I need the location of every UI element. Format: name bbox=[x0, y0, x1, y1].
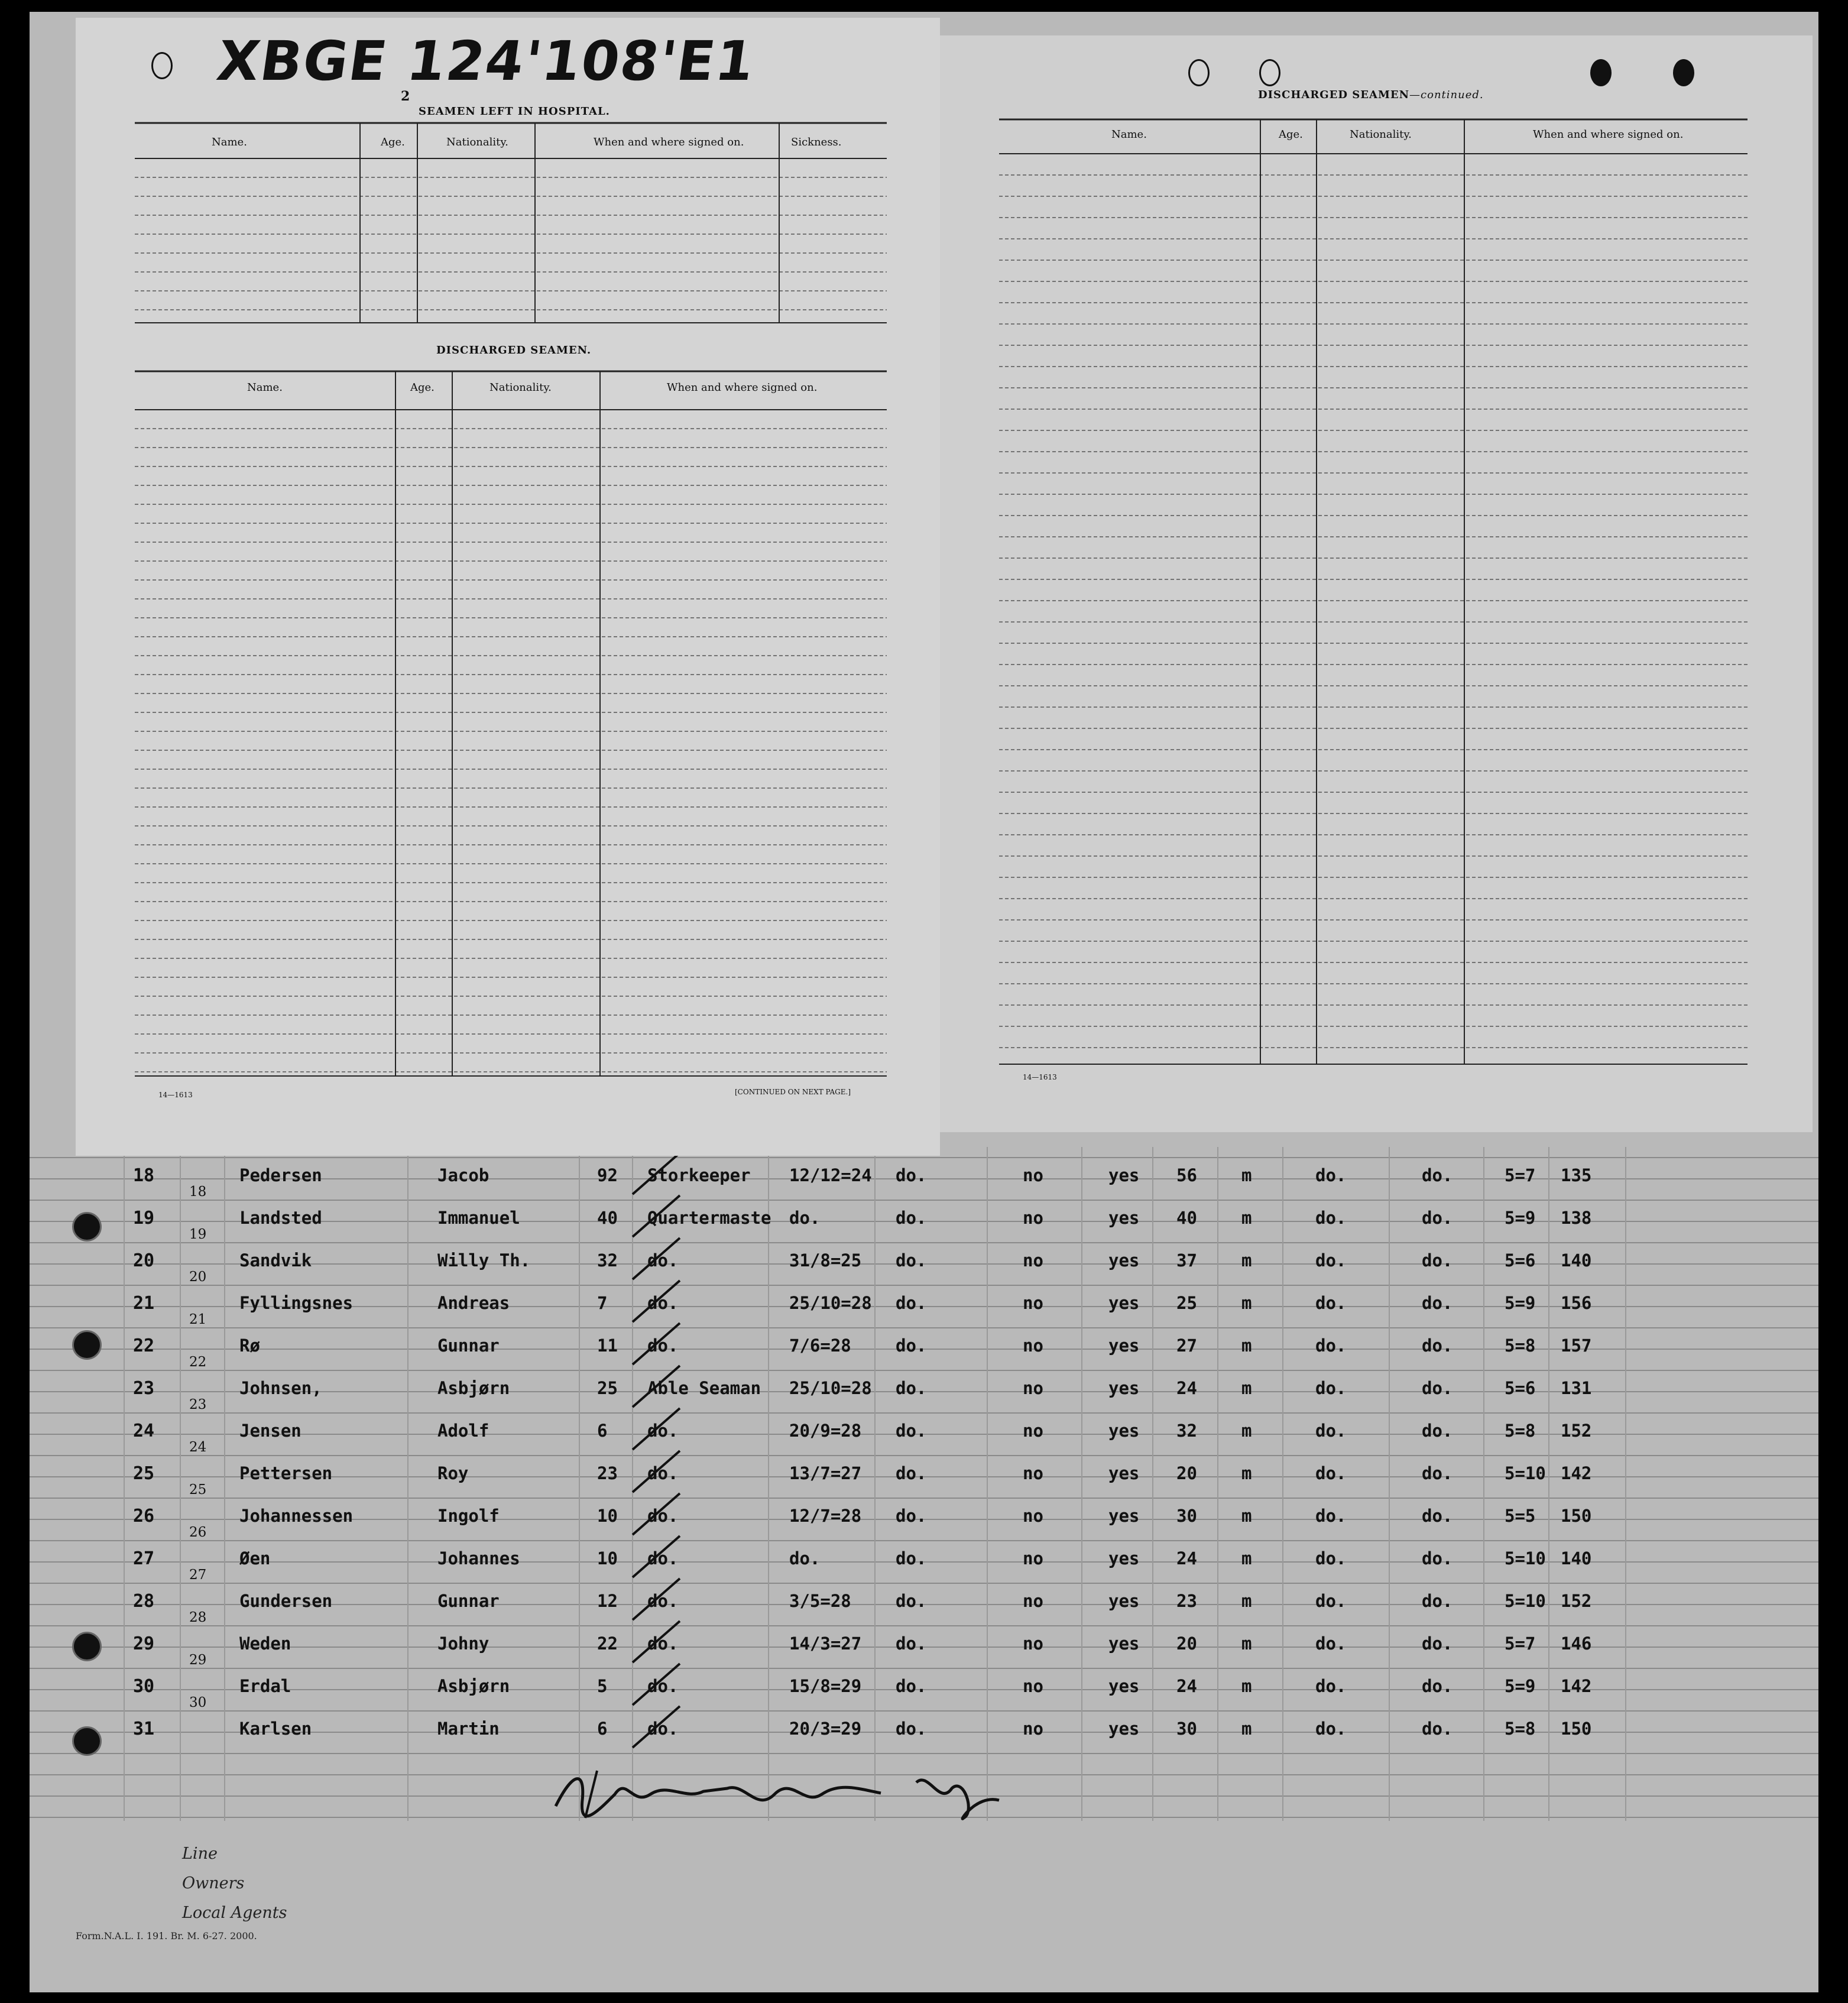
row-number: 27 bbox=[133, 1548, 155, 1569]
weight-cell: 146 bbox=[1561, 1633, 1592, 1654]
crew-row bbox=[30, 1162, 1818, 1203]
surname-cell: Pettersen bbox=[239, 1463, 333, 1483]
answer-yes-cell: yes bbox=[1108, 1591, 1140, 1611]
port-cell: do. bbox=[896, 1463, 927, 1483]
weight-cell: 157 bbox=[1561, 1336, 1592, 1356]
ditto-cell: do. bbox=[1315, 1208, 1347, 1228]
years-cell: 22 bbox=[597, 1633, 618, 1654]
given-name-cell: Asbjørn bbox=[437, 1676, 510, 1696]
given-name-cell: Ingolf bbox=[437, 1506, 500, 1526]
answer-yes-cell: yes bbox=[1108, 1463, 1140, 1483]
age-cell: 23 bbox=[1176, 1591, 1197, 1611]
date-signed-cell: 31/8=25 bbox=[789, 1250, 862, 1270]
ditto-cell: do. bbox=[1422, 1421, 1453, 1441]
header-scrawl: XBGE 124'108'E1 bbox=[213, 30, 760, 93]
ditto-cell: do. bbox=[1422, 1165, 1453, 1185]
row-number: 19 bbox=[133, 1208, 155, 1229]
row-subnumber: 22 bbox=[189, 1354, 207, 1370]
local-agents-label: Local Agents bbox=[182, 1904, 287, 1922]
sex-cell: m bbox=[1241, 1719, 1252, 1739]
left-form-code: 14—1613 bbox=[158, 1091, 193, 1099]
crew-row bbox=[30, 1502, 1818, 1544]
port-cell: do. bbox=[896, 1165, 927, 1185]
answer-yes-cell: yes bbox=[1108, 1293, 1140, 1313]
date-signed-cell: 25/10=28 bbox=[789, 1378, 872, 1398]
surname-cell: Landsted bbox=[239, 1208, 322, 1228]
age-cell: 27 bbox=[1176, 1336, 1197, 1356]
sex-cell: m bbox=[1241, 1165, 1252, 1185]
sex-cell: m bbox=[1241, 1676, 1252, 1696]
port-cell: do. bbox=[896, 1336, 927, 1356]
ditto-cell: do. bbox=[1422, 1719, 1453, 1739]
punch-hole bbox=[72, 1212, 102, 1242]
answer-yes-cell: yes bbox=[1108, 1506, 1140, 1526]
crew-row bbox=[30, 1545, 1818, 1586]
crew-row bbox=[30, 1715, 1818, 1756]
ditto-cell: do. bbox=[1422, 1293, 1453, 1313]
ditto-cell: do. bbox=[1422, 1208, 1453, 1228]
given-name-cell: Immanuel bbox=[437, 1208, 520, 1228]
weight-cell: 140 bbox=[1561, 1548, 1592, 1568]
row-subnumber: 29 bbox=[189, 1652, 207, 1668]
port-cell: do. bbox=[896, 1591, 927, 1611]
row-number: 29 bbox=[133, 1633, 155, 1654]
surname-cell: Pedersen bbox=[239, 1165, 322, 1185]
years-cell: 12 bbox=[597, 1591, 618, 1611]
right-col-age: Age. bbox=[1279, 128, 1303, 141]
rating-cell: do. bbox=[647, 1250, 679, 1270]
crew-row bbox=[30, 1332, 1818, 1373]
height-cell: 5=9 bbox=[1505, 1676, 1536, 1696]
answer-yes-cell: yes bbox=[1108, 1548, 1140, 1568]
date-signed-cell: 20/3=29 bbox=[789, 1719, 862, 1739]
given-name-cell: Adolf bbox=[437, 1421, 489, 1441]
left-sheet-ruled-lines bbox=[76, 18, 940, 1156]
sex-cell: m bbox=[1241, 1293, 1252, 1313]
line-label: Line bbox=[182, 1845, 218, 1863]
ditto-cell: do. bbox=[1315, 1633, 1347, 1654]
surname-cell: Karlsen bbox=[239, 1719, 312, 1739]
sex-cell: m bbox=[1241, 1633, 1252, 1654]
given-name-cell: Asbjørn bbox=[437, 1378, 510, 1398]
crew-row bbox=[30, 1587, 1818, 1629]
weight-cell: 142 bbox=[1561, 1463, 1592, 1483]
given-name-cell: Willy Th. bbox=[437, 1250, 531, 1270]
age-cell: 24 bbox=[1176, 1378, 1197, 1398]
port-cell: do. bbox=[896, 1378, 927, 1398]
rating-cell: do. bbox=[647, 1676, 679, 1696]
sex-cell: m bbox=[1241, 1463, 1252, 1483]
weight-cell: 150 bbox=[1561, 1719, 1592, 1739]
rating-cell: Quartermaste bbox=[647, 1208, 771, 1228]
answer-no-cell: no bbox=[1023, 1293, 1043, 1313]
punch-hole bbox=[1188, 59, 1210, 86]
age-cell: 24 bbox=[1176, 1548, 1197, 1568]
rating-cell: do. bbox=[647, 1591, 679, 1611]
answer-yes-cell: yes bbox=[1108, 1421, 1140, 1441]
crew-row bbox=[30, 1247, 1818, 1288]
ditto-cell: do. bbox=[1422, 1506, 1453, 1526]
ditto-cell: do. bbox=[1422, 1378, 1453, 1398]
given-name-cell: Roy bbox=[437, 1463, 469, 1483]
port-cell: do. bbox=[896, 1293, 927, 1313]
ditto-cell: do. bbox=[1315, 1506, 1347, 1526]
years-cell: 40 bbox=[597, 1208, 618, 1228]
sex-cell: m bbox=[1241, 1506, 1252, 1526]
punch-hole bbox=[1673, 59, 1694, 86]
weight-cell: 156 bbox=[1561, 1293, 1592, 1313]
given-name-cell: Johny bbox=[437, 1633, 489, 1654]
discharged-col-signed-on: When and where signed on. bbox=[667, 381, 818, 394]
given-name-cell: Johannes bbox=[437, 1548, 520, 1568]
punch-hole bbox=[1590, 59, 1612, 86]
date-signed-cell: 12/12=24 bbox=[789, 1165, 872, 1185]
years-cell: 11 bbox=[597, 1336, 618, 1356]
answer-no-cell: no bbox=[1023, 1719, 1043, 1739]
row-subnumber: 21 bbox=[189, 1312, 207, 1327]
crew-row bbox=[30, 1375, 1818, 1416]
owners-label: Owners bbox=[182, 1874, 245, 1892]
answer-yes-cell: yes bbox=[1108, 1250, 1140, 1270]
answer-no-cell: no bbox=[1023, 1633, 1043, 1654]
sex-cell: m bbox=[1241, 1591, 1252, 1611]
right-form-code: 14—1613 bbox=[1023, 1073, 1057, 1081]
right-sheet-ruled-lines bbox=[940, 35, 1813, 1132]
answer-yes-cell: yes bbox=[1108, 1165, 1140, 1185]
years-cell: 10 bbox=[597, 1548, 618, 1568]
row-number: 31 bbox=[133, 1719, 155, 1739]
punch-hole bbox=[72, 1632, 102, 1661]
ditto-cell: do. bbox=[1315, 1463, 1347, 1483]
years-cell: 92 bbox=[597, 1165, 618, 1185]
sex-cell: m bbox=[1241, 1548, 1252, 1568]
row-subnumber: 20 bbox=[189, 1269, 207, 1285]
crew-row bbox=[30, 1460, 1818, 1501]
surname-cell: Fyllingsnes bbox=[239, 1293, 354, 1313]
height-cell: 5=10 bbox=[1505, 1463, 1546, 1483]
date-signed-cell: 25/10=28 bbox=[789, 1293, 872, 1313]
rating-cell: do. bbox=[647, 1293, 679, 1313]
crew-row bbox=[30, 1289, 1818, 1331]
right-section-title: DISCHARGED SEAMEN—continued. bbox=[1258, 89, 1484, 101]
sex-cell: m bbox=[1241, 1250, 1252, 1270]
weight-cell: 140 bbox=[1561, 1250, 1592, 1270]
given-name-cell: Andreas bbox=[437, 1293, 510, 1313]
weight-cell: 150 bbox=[1561, 1506, 1592, 1526]
given-name-cell: Gunnar bbox=[437, 1591, 500, 1611]
port-cell: do. bbox=[896, 1548, 927, 1568]
age-cell: 40 bbox=[1176, 1208, 1197, 1228]
weight-cell: 152 bbox=[1561, 1421, 1592, 1441]
right-overlay-sheet bbox=[940, 35, 1813, 1132]
years-cell: 5 bbox=[597, 1676, 608, 1696]
sex-cell: m bbox=[1241, 1421, 1252, 1441]
ditto-cell: do. bbox=[1315, 1719, 1347, 1739]
answer-no-cell: no bbox=[1023, 1676, 1043, 1696]
surname-cell: Weden bbox=[239, 1633, 291, 1654]
answer-yes-cell: yes bbox=[1108, 1719, 1140, 1739]
sex-cell: m bbox=[1241, 1336, 1252, 1356]
rating-cell: do. bbox=[647, 1633, 679, 1654]
row-number: 26 bbox=[133, 1506, 155, 1526]
ditto-cell: do. bbox=[1422, 1591, 1453, 1611]
age-cell: 25 bbox=[1176, 1293, 1197, 1313]
right-col-name: Name. bbox=[1111, 128, 1147, 141]
answer-no-cell: no bbox=[1023, 1378, 1043, 1398]
age-cell: 30 bbox=[1176, 1506, 1197, 1526]
height-cell: 5=5 bbox=[1505, 1506, 1536, 1526]
age-cell: 32 bbox=[1176, 1421, 1197, 1441]
ditto-cell: do. bbox=[1315, 1548, 1347, 1568]
row-number: 25 bbox=[133, 1463, 155, 1484]
sex-cell: m bbox=[1241, 1378, 1252, 1398]
height-cell: 5=10 bbox=[1505, 1591, 1546, 1611]
weight-cell: 138 bbox=[1561, 1208, 1592, 1228]
rating-cell: do. bbox=[647, 1421, 679, 1441]
height-cell: 5=7 bbox=[1505, 1165, 1536, 1185]
height-cell: 5=9 bbox=[1505, 1293, 1536, 1313]
years-cell: 6 bbox=[597, 1421, 608, 1441]
height-cell: 5=7 bbox=[1505, 1633, 1536, 1654]
ditto-cell: do. bbox=[1315, 1676, 1347, 1696]
given-name-cell: Gunnar bbox=[437, 1336, 500, 1356]
ditto-cell: do. bbox=[1315, 1591, 1347, 1611]
surname-cell: Johnsen, bbox=[239, 1378, 322, 1398]
ditto-cell: do. bbox=[1315, 1165, 1347, 1185]
date-signed-cell: 13/7=27 bbox=[789, 1463, 862, 1483]
ditto-cell: do. bbox=[1422, 1463, 1453, 1483]
height-cell: 5=10 bbox=[1505, 1548, 1546, 1568]
discharged-section-title: DISCHARGED SEAMEN. bbox=[436, 344, 592, 356]
row-number: 20 bbox=[133, 1250, 155, 1271]
left-overlay-sheet bbox=[76, 18, 940, 1156]
port-cell: do. bbox=[896, 1208, 927, 1228]
answer-yes-cell: yes bbox=[1108, 1378, 1140, 1398]
punch-hole bbox=[72, 1726, 102, 1756]
page-number: 2 bbox=[401, 89, 411, 104]
port-cell: do. bbox=[896, 1250, 927, 1270]
height-cell: 5=6 bbox=[1505, 1378, 1536, 1398]
answer-yes-cell: yes bbox=[1108, 1336, 1140, 1356]
hospital-section-title: SEAMEN LEFT IN HOSPITAL. bbox=[419, 105, 610, 118]
ditto-cell: do. bbox=[1315, 1378, 1347, 1398]
row-number: 23 bbox=[133, 1378, 155, 1399]
punch-hole bbox=[72, 1330, 102, 1360]
surname-cell: Sandvik bbox=[239, 1250, 312, 1270]
crew-row bbox=[30, 1417, 1818, 1459]
rating-cell: Storkeeper bbox=[647, 1165, 751, 1185]
surname-cell: Erdal bbox=[239, 1676, 291, 1696]
right-col-signed-on: When and where signed on. bbox=[1533, 128, 1684, 141]
row-number: 24 bbox=[133, 1421, 155, 1441]
ditto-cell: do. bbox=[1315, 1336, 1347, 1356]
years-cell: 7 bbox=[597, 1293, 608, 1313]
port-cell: do. bbox=[896, 1506, 927, 1526]
hospital-col-age: Age. bbox=[381, 136, 405, 148]
row-subnumber: 18 bbox=[189, 1184, 207, 1200]
hospital-col-sickness: Sickness. bbox=[791, 136, 842, 148]
ditto-cell: do. bbox=[1422, 1676, 1453, 1696]
continued-note: [CONTINUED ON NEXT PAGE.] bbox=[735, 1088, 851, 1096]
date-signed-cell: 14/3=27 bbox=[789, 1633, 862, 1654]
row-number: 30 bbox=[133, 1676, 155, 1697]
weight-cell: 131 bbox=[1561, 1378, 1592, 1398]
surname-cell: Gundersen bbox=[239, 1591, 333, 1611]
date-signed-cell: 15/8=29 bbox=[789, 1676, 862, 1696]
punch-hole bbox=[151, 52, 173, 79]
answer-no-cell: no bbox=[1023, 1336, 1043, 1356]
date-signed-cell: 20/9=28 bbox=[789, 1421, 862, 1441]
age-cell: 20 bbox=[1176, 1463, 1197, 1483]
row-number: 21 bbox=[133, 1293, 155, 1314]
answer-no-cell: no bbox=[1023, 1421, 1043, 1441]
height-cell: 5=8 bbox=[1505, 1719, 1536, 1739]
row-subnumber: 24 bbox=[189, 1440, 207, 1455]
answer-no-cell: no bbox=[1023, 1250, 1043, 1270]
hospital-col-nationality: Nationality. bbox=[446, 136, 508, 148]
age-cell: 20 bbox=[1176, 1633, 1197, 1654]
right-col-nationality: Nationality. bbox=[1350, 128, 1412, 141]
punch-hole bbox=[1259, 59, 1280, 86]
surname-cell: Rø bbox=[239, 1336, 260, 1356]
age-cell: 24 bbox=[1176, 1676, 1197, 1696]
row-subnumber: 30 bbox=[189, 1695, 207, 1710]
row-subnumber: 27 bbox=[189, 1567, 207, 1583]
ditto-cell: do. bbox=[1315, 1250, 1347, 1270]
rating-cell: do. bbox=[647, 1506, 679, 1526]
sex-cell: m bbox=[1241, 1208, 1252, 1228]
ditto-cell: do. bbox=[1422, 1336, 1453, 1356]
date-signed-cell: do. bbox=[789, 1208, 821, 1228]
answer-no-cell: no bbox=[1023, 1548, 1043, 1568]
years-cell: 10 bbox=[597, 1506, 618, 1526]
row-subnumber: 28 bbox=[189, 1610, 207, 1625]
surname-cell: Johannessen bbox=[239, 1506, 354, 1526]
ditto-cell: do. bbox=[1422, 1548, 1453, 1568]
rating-cell: do. bbox=[647, 1336, 679, 1356]
row-subnumber: 26 bbox=[189, 1525, 207, 1540]
height-cell: 5=8 bbox=[1505, 1421, 1536, 1441]
hospital-col-name: Name. bbox=[212, 136, 247, 148]
port-cell: do. bbox=[896, 1421, 927, 1441]
height-cell: 5=6 bbox=[1505, 1250, 1536, 1270]
answer-no-cell: no bbox=[1023, 1165, 1043, 1185]
port-cell: do. bbox=[896, 1719, 927, 1739]
answer-no-cell: no bbox=[1023, 1208, 1043, 1228]
rating-cell: do. bbox=[647, 1463, 679, 1483]
crew-row bbox=[30, 1673, 1818, 1714]
rating-cell: Able Seaman bbox=[647, 1378, 761, 1398]
master-signature bbox=[550, 1759, 1017, 1824]
age-cell: 56 bbox=[1176, 1165, 1197, 1185]
age-cell: 30 bbox=[1176, 1719, 1197, 1739]
age-cell: 37 bbox=[1176, 1250, 1197, 1270]
row-subnumber: 25 bbox=[189, 1482, 207, 1498]
row-number: 18 bbox=[133, 1165, 155, 1186]
weight-cell: 142 bbox=[1561, 1676, 1592, 1696]
surname-cell: Øen bbox=[239, 1548, 271, 1568]
surname-cell: Jensen bbox=[239, 1421, 301, 1441]
rating-cell: do. bbox=[647, 1719, 679, 1739]
date-signed-cell: 12/7=28 bbox=[789, 1506, 862, 1526]
row-subnumber: 19 bbox=[189, 1227, 207, 1242]
row-number: 28 bbox=[133, 1591, 155, 1612]
row-number: 22 bbox=[133, 1336, 155, 1356]
ditto-cell: do. bbox=[1315, 1421, 1347, 1441]
rating-cell: do. bbox=[647, 1548, 679, 1568]
ditto-cell: do. bbox=[1422, 1250, 1453, 1270]
years-cell: 25 bbox=[597, 1378, 618, 1398]
years-cell: 6 bbox=[597, 1719, 608, 1739]
given-name-cell: Jacob bbox=[437, 1165, 489, 1185]
answer-no-cell: no bbox=[1023, 1591, 1043, 1611]
answer-yes-cell: yes bbox=[1108, 1208, 1140, 1228]
discharged-col-nationality: Nationality. bbox=[489, 381, 552, 394]
port-cell: do. bbox=[896, 1633, 927, 1654]
crew-row bbox=[30, 1630, 1818, 1671]
answer-no-cell: no bbox=[1023, 1506, 1043, 1526]
ditto-cell: do. bbox=[1422, 1633, 1453, 1654]
discharged-col-name: Name. bbox=[247, 381, 283, 394]
weight-cell: 135 bbox=[1561, 1165, 1592, 1185]
date-signed-cell: 7/6=28 bbox=[789, 1336, 851, 1356]
answer-no-cell: no bbox=[1023, 1463, 1043, 1483]
height-cell: 5=9 bbox=[1505, 1208, 1536, 1228]
row-subnumber: 23 bbox=[189, 1397, 207, 1412]
answer-yes-cell: yes bbox=[1108, 1633, 1140, 1654]
hospital-col-signed-on: When and where signed on. bbox=[594, 136, 744, 148]
given-name-cell: Martin bbox=[437, 1719, 500, 1739]
answer-yes-cell: yes bbox=[1108, 1676, 1140, 1696]
date-signed-cell: do. bbox=[789, 1548, 821, 1568]
height-cell: 5=8 bbox=[1505, 1336, 1536, 1356]
ditto-cell: do. bbox=[1315, 1293, 1347, 1313]
crew-row bbox=[30, 1204, 1818, 1246]
years-cell: 32 bbox=[597, 1250, 618, 1270]
form-number: Form.N.A.L. I. 191. Br. M. 6-27. 2000. bbox=[76, 1930, 257, 1942]
years-cell: 23 bbox=[597, 1463, 618, 1483]
date-signed-cell: 3/5=28 bbox=[789, 1591, 851, 1611]
discharged-col-age: Age. bbox=[410, 381, 435, 394]
port-cell: do. bbox=[896, 1676, 927, 1696]
weight-cell: 152 bbox=[1561, 1591, 1592, 1611]
